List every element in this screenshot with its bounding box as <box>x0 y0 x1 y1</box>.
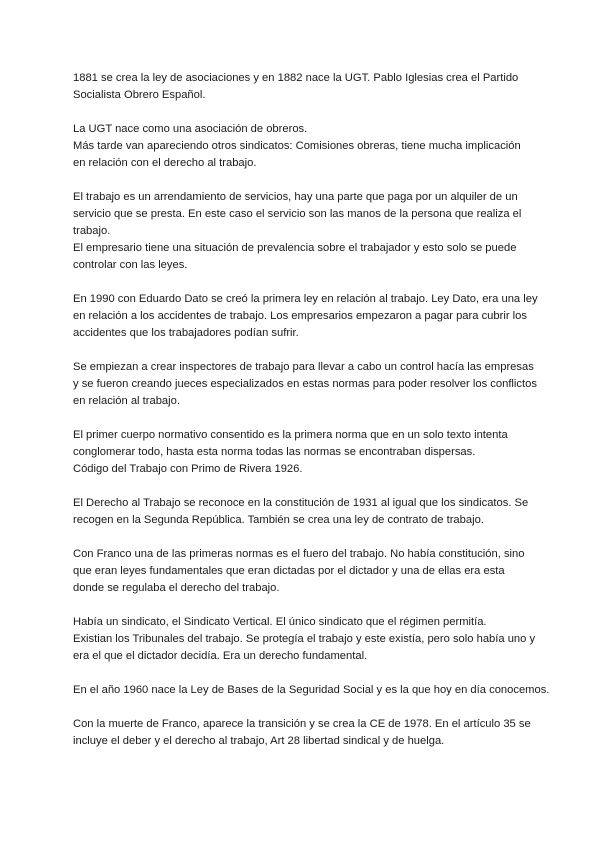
text-line: y se fueron creando jueces especializados en estas normas para poder resolver los conflictos <box>73 378 537 390</box>
text-line: en relación a los accidentes de trabajo. Los empresarios empezaron a pagar para cubrir los <box>73 310 527 322</box>
text-line: conglomerar todo, hasta esta norma todas las normas se encontraban dispersas. <box>73 446 476 458</box>
text-line: Con la muerte de Franco, aparece la transición y se crea la CE de 1978. En el artículo 35 se <box>73 718 531 730</box>
text-line: Existian los Tribunales del trabajo. Se protegía el trabajo y este existía, pero solo había uno y <box>73 633 536 645</box>
text-line: recogen en la Segunda República. También se crea una ley de contrato de trabajo. <box>73 514 484 526</box>
text-line: controlar con las leyes. <box>73 259 188 271</box>
text-line: servicio que se presta. En este caso el servicio son las manos de la persona que realiza el <box>73 208 522 220</box>
paragraph-transition-ce-1978 <box>73 716 533 750</box>
paragraph-inspectors <box>73 359 537 410</box>
paragraph-vertical-union <box>73 614 536 665</box>
text-line: era el que el dictador decidía. Era un derecho fundamental. <box>73 650 368 662</box>
text-line: en relación al trabajo. <box>73 395 180 407</box>
text-line: El primer cuerpo normativo consentido es la primera norma que en un solo texto intenta <box>73 429 508 441</box>
text-line: incluye el deber y el derecho al trabajo, Art 28 libertad sindical y de huelga. <box>73 735 445 747</box>
text-line: trabajo. <box>73 225 111 237</box>
paragraph-social-security-1960 <box>73 682 550 699</box>
text-line: El Derecho al Trabajo se reconoce en la constitución de 1931 al igual que los sindicatos. Se <box>73 497 529 509</box>
text-line: 1881 se crea la ley de asociaciones y en 1882 nace la UGT. Pablo Iglesias crea el Partido <box>73 72 519 84</box>
text-line: accidentes que los trabajadores podían sufrir. <box>73 327 299 339</box>
text-line: La UGT nace como una asociación de obreros. <box>73 123 308 135</box>
text-line: Se empiezan a crear inspectores de trabajo para llevar a cabo un control hacía las empresas <box>73 361 534 373</box>
text-line: El empresario tiene una situación de prevalencia sobre el trabajador y esto solo se puede <box>73 242 517 254</box>
paragraph-ugt-association <box>73 121 533 172</box>
paragraph-ugt-origin <box>73 70 533 104</box>
text-line: Socialista Obrero Español. <box>73 89 206 101</box>
text-line: En 1990 con Eduardo Dato se creó la primera ley en relación al trabajo. Ley Dato, era una ley <box>73 293 538 305</box>
text-line: Más tarde van apareciendo otros sindicatos: Comisiones obreras, tiene mucha implicación <box>73 140 521 152</box>
text-line: En el año 1960 nace la Ley de Bases de la Seguridad Social y es la que hoy en día conocemos. <box>73 684 550 696</box>
text-line: El trabajo es un arrendamiento de servicios, hay una parte que paga por un alquiler de un <box>73 191 518 203</box>
text-line: Código del Trabajo con Primo de Rivera 1926. <box>73 463 303 475</box>
text-line: que eran leyes fundamentales que eran dictadas por el dictador y una de ellas era esta <box>73 565 505 577</box>
text-line: Había un sindicato, el Sindicato Vertical. El único sindicato que el régimen permitía. <box>73 616 487 628</box>
paragraph-constitution-1931 <box>73 495 533 529</box>
paragraph-first-normative-body <box>73 427 533 478</box>
text-line: Con Franco una de las primeras normas es el fuero del trabajo. No había constitución, sino <box>73 548 525 560</box>
paragraph-work-leasing <box>73 189 533 274</box>
text-line: en relación con el derecho al trabajo. <box>73 157 257 169</box>
document-body <box>73 70 550 767</box>
paragraph-ley-dato <box>73 291 538 342</box>
paragraph-franco-fuero <box>73 546 533 597</box>
text-line: donde se regulaba el derecho del trabajo. <box>73 582 280 594</box>
